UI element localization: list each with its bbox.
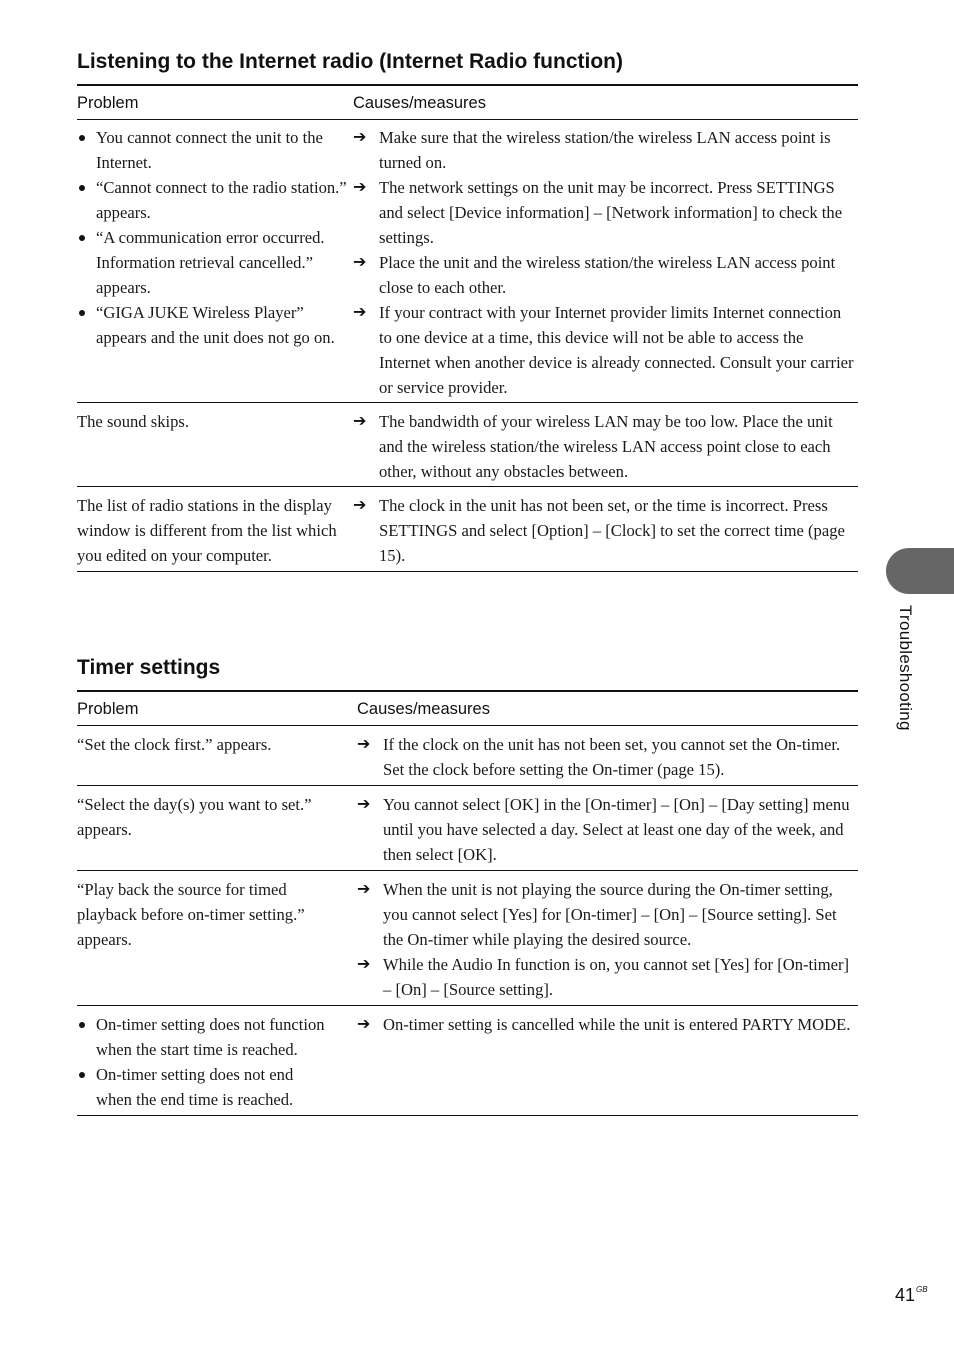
section-title-timer-settings: Timer settings [77, 656, 221, 679]
arrow-right-icon: ➔ [357, 796, 371, 813]
cause-item: ➔ If the clock on the unit has not been set, you cannot set the On-timer. Set the clock before setting the On-timer (page 15). [357, 732, 858, 782]
cause-item: ➔ You cannot select [OK] in the [On-timer] – [On] – [Day setting] menu until you have selected a day. Select at least one day of the week, and then select [OK]. [357, 792, 858, 867]
arrow-right-icon: ➔ [357, 1016, 371, 1033]
arrow-right-icon: ➔ [357, 736, 371, 753]
cause-item: ➔ Make sure that the wireless station/the wireless LAN access point is turned on. [353, 125, 858, 175]
problem-item: “Cannot connect to the radio station.” appears. [77, 175, 347, 225]
cause-item: ➔ Place the unit and the wireless station/the wireless LAN access point close to each other. [353, 250, 858, 300]
problem-item: On-timer setting does not end when the end time is reached. [77, 1062, 327, 1112]
table-row [77, 487, 858, 572]
problem-cell: “Select the day(s) you want to set.” appears. [77, 795, 312, 839]
arrow-right-icon: ➔ [353, 304, 367, 321]
cause-item: ➔ The clock in the unit has not been set, or the time is incorrect. Press SETTINGS and select [Option] – [Clock] to set the correct time (page 15). [353, 493, 858, 568]
causes-cell [353, 409, 858, 484]
causes-cell [357, 792, 858, 867]
cause-item: ➔ The bandwidth of your wireless LAN may be too low. Place the unit and the wireless station/the wireless LAN access point close to each other, without any obstacles between. [353, 409, 858, 484]
header-causes: Causes/measures [357, 700, 490, 718]
arrow-right-icon: ➔ [353, 179, 367, 196]
table-header [77, 690, 858, 726]
arrow-right-icon: ➔ [353, 497, 367, 514]
page-suffix: GB [916, 1285, 928, 1294]
causes-cell [357, 1012, 858, 1112]
table-row [77, 1006, 858, 1116]
arrow-right-icon: ➔ [353, 413, 367, 430]
arrow-right-icon: ➔ [353, 129, 367, 146]
side-label-troubleshooting: Troubleshooting [896, 605, 915, 731]
arrow-right-icon: ➔ [353, 254, 367, 271]
table-row [77, 786, 858, 871]
section-tab-marker [886, 548, 954, 594]
timer-settings-table [77, 690, 858, 1116]
problem-cell: “Set the clock first.” appears. [77, 735, 272, 754]
problem-item: You cannot connect the unit to the Internet. [77, 125, 347, 175]
header-problem: Problem [77, 94, 139, 112]
problem-cell: “Play back the source for timed playback before on-timer setting.” appears. [77, 880, 305, 949]
header-causes: Causes/measures [353, 94, 486, 112]
problem-item: On-timer setting does not function when the start time is reached. [77, 1012, 327, 1062]
page-number: $41^{GB}$ [895, 1285, 928, 1305]
causes-cell [353, 125, 858, 400]
cause-item: ➔ If your contract with your Internet provider limits Internet connection to one device at a time, this device will not be able to access the Internet when another device is already connected. Consult your carrier or service provider. [353, 300, 858, 400]
problem-cell [77, 125, 353, 400]
causes-cell [353, 493, 858, 568]
table-row [77, 726, 858, 786]
problem-item: “GIGA JUKE Wireless Player” appears and the unit does not go on. [77, 300, 347, 350]
cause-item: ➔ When the unit is not playing the source during the On-timer setting, you cannot select [Yes] for [On-timer] – [On] – [Source setting]. Set the On-timer while playing the desired source. [357, 877, 858, 952]
table-row [77, 120, 858, 403]
problem-item: “A communication error occurred. Information retrieval cancelled.” appears. [77, 225, 347, 300]
arrow-right-icon: ➔ [357, 881, 371, 898]
cause-item: ➔ While the Audio In function is on, you cannot set [Yes] for [On-timer] – [On] – [Source setting]. [357, 952, 858, 1002]
problem-cell: The sound skips. [77, 412, 190, 431]
cause-item: ➔ The network settings on the unit may be incorrect. Press SETTINGS and select [Device information] – [Network information] to check the settings. [353, 175, 858, 250]
internet-radio-table [77, 84, 858, 572]
header-problem: Problem [77, 700, 139, 718]
problem-cell: The list of radio stations in the display window is different from the list which you edited on your computer. [77, 496, 337, 565]
table-header [77, 84, 858, 120]
problem-cell [77, 1012, 357, 1112]
table-row [77, 871, 858, 1006]
cause-item: ➔ On-timer setting is cancelled while the unit is entered PARTY MODE. [357, 1012, 858, 1037]
causes-cell [357, 732, 858, 782]
causes-cell [357, 877, 858, 1002]
section-title-internet-radio: Listening to the Internet radio (Internet Radio function) [77, 50, 623, 73]
table-row [77, 403, 858, 487]
arrow-right-icon: ➔ [357, 956, 371, 973]
